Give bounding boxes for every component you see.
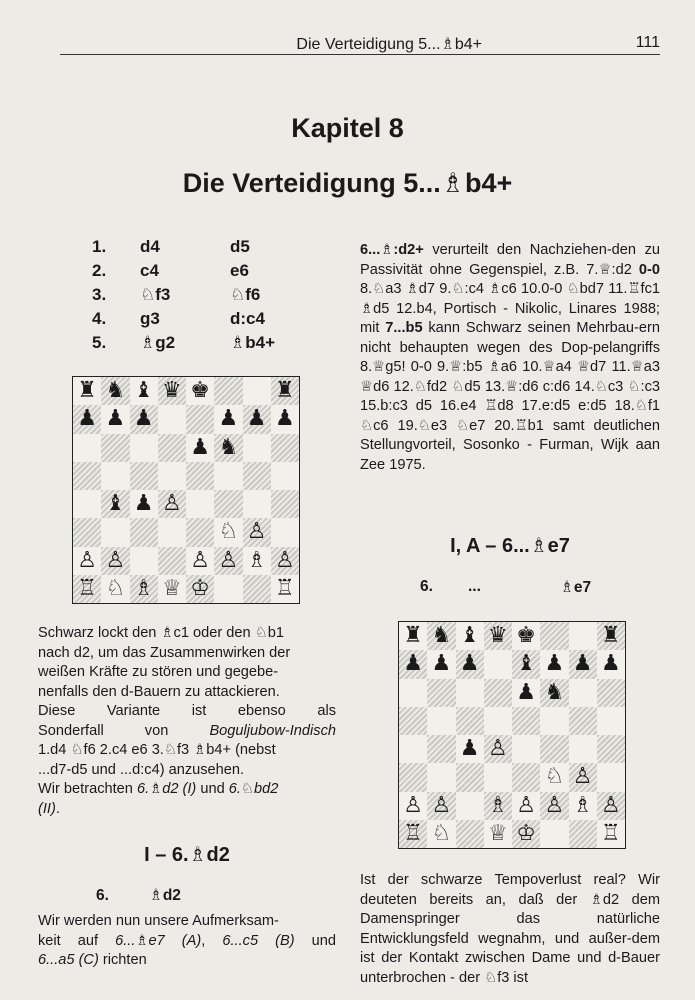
- board-square: [73, 575, 101, 603]
- board-square: [243, 518, 271, 546]
- board-square: [597, 763, 625, 791]
- board-square: [73, 462, 101, 490]
- chess-piece-icon: ♞: [218, 434, 239, 460]
- variation-move: 6...♗:d2+: [360, 242, 424, 258]
- chess-piece-icon: ♛: [488, 623, 508, 649]
- white-move: ♗d2: [148, 887, 181, 904]
- board-square: [540, 679, 568, 707]
- board-square: [540, 763, 568, 791]
- board-square: [569, 622, 597, 650]
- text-line: Wir betrachten: [38, 781, 137, 797]
- chess-piece-icon: ♕: [488, 820, 508, 846]
- board-square: [484, 707, 512, 735]
- chess-piece-icon: ♖: [275, 575, 295, 601]
- chess-piece-icon: ♝: [105, 491, 126, 517]
- board-square: [427, 622, 455, 650]
- board-square: [271, 405, 299, 433]
- board-square: [540, 735, 568, 763]
- board-square: [456, 679, 484, 707]
- text-line: weißen Kräfte zu stören und gegebe-: [38, 664, 279, 680]
- board-square: [597, 650, 625, 678]
- header-rule: [60, 54, 660, 55]
- board-square: [484, 763, 512, 791]
- board-square: [73, 434, 101, 462]
- variation-ref: 6...a5 (C): [38, 952, 99, 968]
- chess-piece-icon: ♖: [77, 575, 97, 601]
- chess-piece-icon: ♙: [601, 792, 621, 818]
- chess-piece-icon: ♙: [516, 792, 536, 818]
- board-square: [186, 490, 214, 518]
- board-square: [456, 707, 484, 735]
- board-square: [597, 820, 625, 848]
- text-line: .: [55, 800, 60, 817]
- text-line: nach d2, um das Zusammenwirken der: [38, 644, 291, 661]
- board-square: [427, 735, 455, 763]
- board-square: [512, 792, 540, 820]
- move-line: [96, 886, 181, 905]
- board-square: [271, 462, 299, 490]
- chess-piece-icon: ♙: [218, 547, 239, 573]
- black-move: e6: [230, 261, 249, 280]
- chess-piece-icon: ♟: [516, 679, 536, 705]
- board-square: [73, 405, 101, 433]
- black-move: ♗b4+: [230, 333, 276, 352]
- page-number: 111: [635, 34, 660, 51]
- board-square: [540, 707, 568, 735]
- board-square: [540, 622, 568, 650]
- chess-piece-icon: ♝: [459, 623, 480, 649]
- chess-piece-icon: ♙: [190, 547, 210, 573]
- chess-piece-icon: ♟: [218, 406, 239, 432]
- board-square: [399, 735, 427, 763]
- text-run: verurteilt den Nachziehen-den zu Passivität ohne Gegenspiel, z.B. 7.♕:d2: [360, 242, 660, 278]
- board-square: [399, 792, 427, 820]
- board-square: [512, 735, 540, 763]
- board-square: [271, 575, 299, 603]
- chess-piece-icon: ♖: [403, 820, 423, 846]
- chess-piece-icon: ♜: [601, 623, 621, 649]
- board-square: [427, 763, 455, 791]
- board-square: [101, 434, 129, 462]
- board-square: [101, 377, 129, 405]
- board-square: [214, 490, 242, 518]
- board-square: [399, 622, 427, 650]
- board-square: [456, 820, 484, 848]
- variation-ref: 6.♘bd2: [228, 781, 279, 797]
- board-square: [158, 434, 186, 462]
- board-square: [597, 792, 625, 820]
- chess-piece-icon: ♙: [162, 491, 182, 517]
- chess-piece-icon: ♟: [133, 406, 154, 432]
- board-square: [243, 547, 271, 575]
- board-square: [158, 518, 186, 546]
- board-square: [186, 575, 214, 603]
- chess-piece-icon: ♗: [572, 792, 593, 818]
- variation-ref: 6.♗d2 (I): [136, 781, 197, 797]
- variation-ref: (II): [38, 800, 56, 817]
- board-square: [130, 405, 158, 433]
- board-square: [158, 462, 186, 490]
- text-run: Ist der schwarze Tempoverlust real? Wir deuteten bereits an, daß der ♗d2 dem Damenspringer das natürliche Entwicklungsfeld wegnahm, und außer-dem ist der Kontakt zwischen Dame und d-Bauer unterbrochen - der ♘f3 ist: [360, 872, 660, 986]
- variation-move: 0-0: [638, 261, 660, 278]
- board-square: [186, 518, 214, 546]
- chess-piece-icon: ♟: [403, 651, 423, 677]
- board-square: [243, 434, 271, 462]
- move-number: 6.: [96, 887, 109, 904]
- board-square: [456, 763, 484, 791]
- board-square: [271, 434, 299, 462]
- board-square: [399, 679, 427, 707]
- chess-piece-icon: ♙: [105, 547, 126, 573]
- board-square: [597, 679, 625, 707]
- variation-ref: 6...♗e7 (A): [115, 932, 202, 949]
- chess-piece-icon: ♞: [431, 623, 452, 649]
- board-square: [456, 792, 484, 820]
- board-square: [158, 405, 186, 433]
- white-move: d4: [140, 237, 160, 256]
- text-run: 8.♘a3 ♗d7 9.♘:c4 ♗c6 10.0-0 ♘bd7 11.♖fc1 ♗d5 12.b4, Portisch - Nikolic, Linares 1988; mit: [360, 281, 660, 336]
- chess-piece-icon: ♙: [572, 764, 593, 790]
- black-move: d5: [230, 237, 250, 256]
- board-square: [101, 518, 129, 546]
- board-square: [214, 434, 242, 462]
- board-square: [214, 405, 242, 433]
- move-line: [420, 578, 592, 596]
- chess-piece-icon: ♟: [601, 651, 621, 677]
- board-square: [569, 650, 597, 678]
- move-number: 2.: [92, 261, 107, 280]
- chess-piece-icon: ♘: [105, 575, 126, 601]
- chess-piece-icon: ♟: [77, 406, 97, 432]
- board-square: [186, 377, 214, 405]
- board-square: [158, 377, 186, 405]
- board-square: [427, 792, 455, 820]
- board-square: [569, 763, 597, 791]
- board-square: [456, 735, 484, 763]
- chapter-subtitle: Die Verteidigung 5...♗b4+: [182, 168, 513, 198]
- chess-piece-icon: ♙: [544, 792, 565, 818]
- board-square: [214, 547, 242, 575]
- board-square: [243, 575, 271, 603]
- chess-piece-icon: ♙: [275, 547, 295, 573]
- black-move: ♗e7: [560, 579, 592, 596]
- chess-piece-icon: ♚: [190, 378, 210, 404]
- board-square: [130, 547, 158, 575]
- chess-piece-icon: ♟: [246, 406, 267, 432]
- white-move: ♘f3: [140, 285, 171, 304]
- board-square: [271, 490, 299, 518]
- chess-piece-icon: ♙: [246, 519, 267, 545]
- board-square: [73, 490, 101, 518]
- variation-ref: 6...c5 (B): [222, 932, 295, 949]
- text-line: keit auf: [38, 932, 116, 949]
- board-square: [73, 518, 101, 546]
- board-square: [484, 820, 512, 848]
- board-square: [569, 792, 597, 820]
- board-square: [73, 377, 101, 405]
- board-square: [399, 707, 427, 735]
- chess-piece-icon: ♙: [77, 547, 97, 573]
- board-square: [214, 575, 242, 603]
- board-square: [597, 622, 625, 650]
- board-square: [130, 377, 158, 405]
- chess-piece-icon: ♖: [601, 820, 621, 846]
- board-square: [512, 820, 540, 848]
- board-square: [186, 405, 214, 433]
- text-line: nenfalls den d-Bauern zu attackieren.: [38, 683, 280, 700]
- board-square: [271, 547, 299, 575]
- chess-diagram-2: [398, 621, 626, 849]
- board-square: [186, 462, 214, 490]
- board-square: [130, 462, 158, 490]
- board-square: [186, 547, 214, 575]
- board-square: [214, 377, 242, 405]
- move-number: 4.: [92, 309, 107, 328]
- chess-piece-icon: ♞: [544, 679, 565, 705]
- board-square: [540, 820, 568, 848]
- chess-piece-icon: ♕: [162, 575, 182, 601]
- text-line: und: [294, 932, 337, 949]
- chess-diagram-1: [72, 376, 300, 604]
- board-square: [130, 434, 158, 462]
- board-square: [427, 820, 455, 848]
- board-square: [540, 792, 568, 820]
- chess-piece-icon: ♜: [403, 623, 423, 649]
- board-square: [130, 575, 158, 603]
- move-number: 6.: [420, 578, 433, 595]
- chess-piece-icon: ♘: [431, 820, 452, 846]
- section-title-ia: I, A – 6...♗e7: [450, 535, 570, 557]
- board-square: [512, 679, 540, 707]
- board-square: [399, 820, 427, 848]
- left-paragraph-2: [38, 912, 336, 971]
- board-square: [484, 622, 512, 650]
- board-square: [597, 707, 625, 735]
- move-dots: ...: [468, 578, 481, 595]
- black-move: ♘f6: [230, 285, 261, 304]
- text-line: ...d7-d5 und ...d:c4) anzusehen.: [38, 761, 245, 778]
- chess-piece-icon: ♔: [190, 575, 210, 601]
- board-square: [540, 650, 568, 678]
- chess-piece-icon: ♗: [133, 575, 154, 601]
- board-square: [130, 518, 158, 546]
- chess-piece-icon: ♔: [516, 820, 536, 846]
- section-title-i: I – 6.♗d2: [144, 844, 230, 866]
- text-line: richten: [98, 952, 147, 968]
- white-move: ♗g2: [140, 333, 176, 352]
- board-square: [512, 650, 540, 678]
- board-square: [158, 547, 186, 575]
- board-square: [569, 735, 597, 763]
- board-square: [427, 650, 455, 678]
- chess-piece-icon: ♞: [105, 378, 126, 404]
- text-run: kann Schwarz seinen Mehrbau-ern nicht behaupten wegen des Dop-pelangriffs 8.♕g5! 0-0 9.♕:b5 ♗a6 10.♕a4 ♕d7 11.♕a3 ♕d6 12.♘fd2 ♘d5 13.♕:d6 c:d6 14.♘c3 ♘:c3 15.b:c3 d5 16.e4 ♖d8 17.e:d5 e:d5 18.♘f1 ♘c6 19.♘e3 ♘e7 20.♖b1 samt deutlichen Stellungvorteil, Sosonko - Furman, Wijk aan Zee 1975.: [360, 320, 660, 473]
- text-line: 1.d4 ♘f6 2.c4 e6 3.♘f3 ♗b4+ (nebst: [38, 742, 276, 758]
- text-line: und: [196, 781, 229, 797]
- chapter-title: Kapitel 8: [291, 113, 404, 143]
- board-square: [158, 575, 186, 603]
- chess-piece-icon: ♜: [275, 378, 295, 404]
- board-square: [597, 735, 625, 763]
- chess-piece-icon: ♟: [572, 651, 593, 677]
- board-square: [243, 490, 271, 518]
- board-square: [484, 650, 512, 678]
- board-square: [101, 462, 129, 490]
- board-square: [399, 650, 427, 678]
- chess-piece-icon: ♟: [544, 651, 565, 677]
- chess-piece-icon: ♗: [246, 547, 267, 573]
- chess-piece-icon: ♟: [133, 491, 154, 517]
- board-square: [427, 707, 455, 735]
- black-move: d:c4: [230, 309, 265, 328]
- chess-piece-icon: ♗: [488, 792, 508, 818]
- move-number: 5.: [92, 333, 107, 352]
- board-square: [243, 462, 271, 490]
- chess-piece-icon: ♝: [133, 378, 154, 404]
- board-square: [101, 490, 129, 518]
- text-line: ,: [201, 932, 223, 949]
- chess-piece-icon: ♛: [162, 378, 182, 404]
- board-square: [158, 490, 186, 518]
- variation-move: 7...b5: [385, 320, 423, 336]
- board-square: [130, 490, 158, 518]
- board-square: [484, 735, 512, 763]
- chess-piece-icon: ♜: [77, 378, 97, 404]
- move-number: 3.: [92, 285, 107, 304]
- left-paragraph: [38, 624, 336, 819]
- chess-piece-icon: ♚: [516, 623, 536, 649]
- right-paragraph: [360, 241, 660, 475]
- chess-piece-icon: ♙: [488, 736, 508, 762]
- chess-piece-icon: ♟: [431, 651, 452, 677]
- chess-piece-icon: ♝: [516, 651, 536, 677]
- board-square: [271, 377, 299, 405]
- text-line: Schwarz lockt den ♗c1 oder den ♘b1: [38, 625, 285, 641]
- board-square: [271, 518, 299, 546]
- board-square: [484, 792, 512, 820]
- text-line: Sonderfall von: [38, 722, 210, 739]
- white-move: g3: [140, 309, 160, 328]
- chess-piece-icon: ♟: [275, 406, 295, 432]
- opening-name: Boguljubow-Indisch: [209, 722, 336, 739]
- board-square: [456, 622, 484, 650]
- text-line: Wir werden nun unsere Aufmerksam-: [38, 913, 279, 929]
- board-square: [186, 434, 214, 462]
- running-head: [60, 32, 660, 54]
- chess-piece-icon: ♟: [459, 651, 480, 677]
- board-square: [73, 547, 101, 575]
- board-square: [101, 575, 129, 603]
- board-square: [569, 707, 597, 735]
- board-square: [399, 763, 427, 791]
- chess-piece-icon: ♟: [105, 406, 126, 432]
- board-square: [512, 622, 540, 650]
- board-square: [484, 679, 512, 707]
- white-move: c4: [140, 261, 159, 280]
- board-square: [101, 405, 129, 433]
- board-square: [214, 518, 242, 546]
- board-square: [456, 650, 484, 678]
- header-title: Die Verteidigung 5...♗b4+: [296, 36, 482, 53]
- board-square: [569, 820, 597, 848]
- chess-piece-icon: ♙: [431, 792, 452, 818]
- chess-piece-icon: ♟: [190, 434, 210, 460]
- board-square: [101, 547, 129, 575]
- board-square: [243, 377, 271, 405]
- board-square: [569, 679, 597, 707]
- board-square: [243, 405, 271, 433]
- chess-piece-icon: ♟: [459, 736, 480, 762]
- chess-piece-icon: ♘: [218, 519, 239, 545]
- board-square: [512, 707, 540, 735]
- right-paragraph-2: [360, 871, 660, 988]
- board-square: [512, 763, 540, 791]
- text-line: Diese Variante ist ebenso als: [38, 703, 336, 719]
- board-square: [427, 679, 455, 707]
- chess-piece-icon: ♙: [403, 792, 423, 818]
- move-number: 1.: [92, 237, 107, 256]
- board-square: [214, 462, 242, 490]
- chess-piece-icon: ♘: [544, 764, 565, 790]
